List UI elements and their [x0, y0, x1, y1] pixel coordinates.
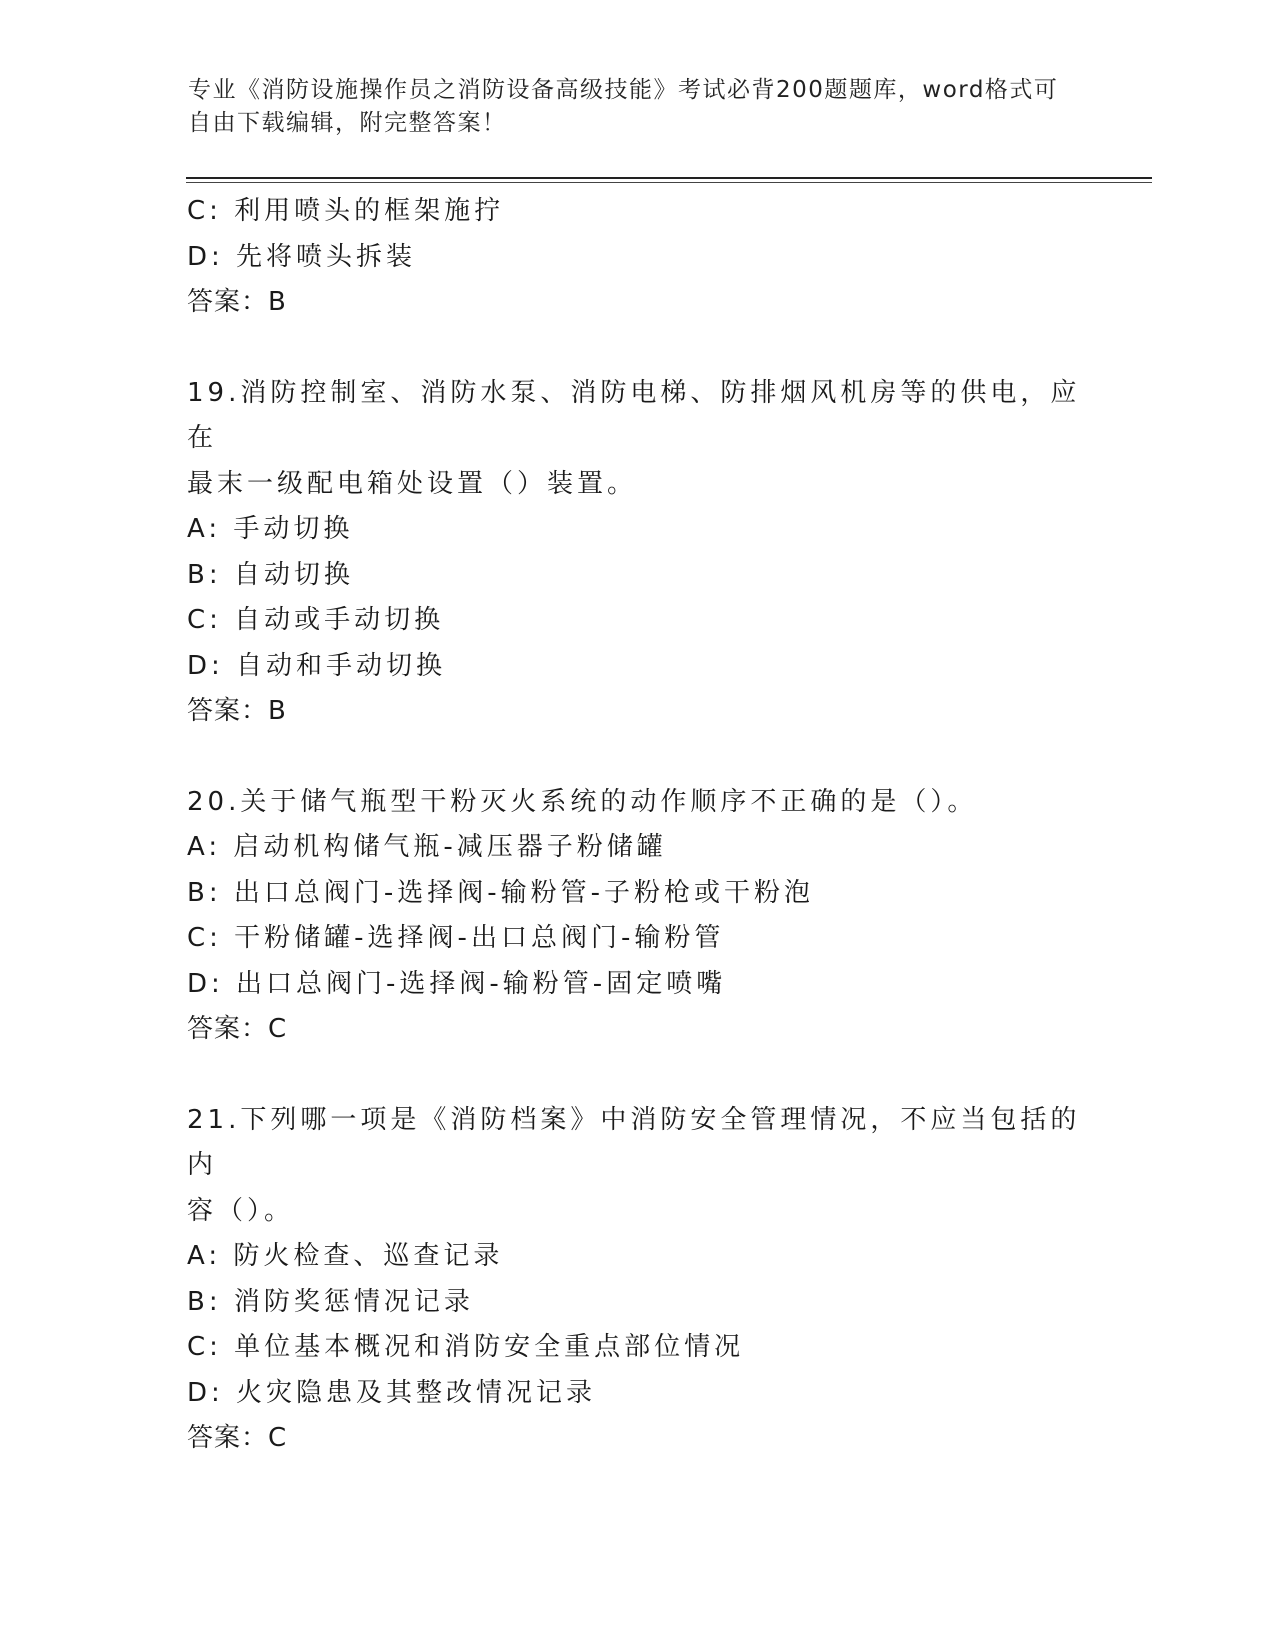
header-divider-thin	[186, 182, 1152, 183]
option-d: D: 自动和手动切换	[187, 650, 447, 681]
option-a: A: 手动切换	[187, 514, 354, 544]
answer-line: 答案：C	[187, 1014, 288, 1044]
question-21	[187, 1098, 1087, 1462]
option-a: A: 启动机构储气瓶-减压器子粉储罐	[187, 832, 667, 862]
question-stem	[187, 780, 1087, 826]
question-stem-line: 最末一级配电箱处设置（）装置。	[187, 468, 638, 499]
document-header	[188, 74, 1088, 140]
option-c: C: 自动或手动切换	[187, 605, 445, 635]
header-line-1: 专业《消防设施操作员之消防设备高级技能》考试必背200题题库，word格式可	[188, 77, 1059, 103]
option-d: D: 先将喷头拆装	[187, 241, 417, 272]
header-line-2: 自由下载编辑，附完整答案！	[188, 110, 507, 136]
question-18-remainder	[187, 189, 1087, 326]
question-list	[187, 189, 1087, 1462]
question-stem	[187, 371, 1087, 508]
option-a: A: 防火检查、巡查记录	[187, 1241, 504, 1271]
option-b: B: 消防奖惩情况记录	[187, 1286, 474, 1317]
option-c: C: 干粉储罐-选择阀-出口总阀门-输粉管	[187, 923, 725, 953]
question-stem-line: 20.关于储气瓶型干粉灭火系统的动作顺序不正确的是（）。	[187, 786, 978, 817]
question-19	[187, 371, 1087, 735]
option-d: D: 火灾隐患及其整改情况记录	[187, 1377, 597, 1408]
question-stem-line: 21.下列哪一项是《消防档案》中消防安全管理情况，不应当包括的内	[187, 1104, 1081, 1180]
option-c: C: 单位基本概况和消防安全重点部位情况	[187, 1332, 745, 1362]
option-c: C: 利用喷头的框架施拧	[187, 196, 505, 226]
answer-line: 答案：B	[187, 696, 287, 726]
header-divider-thick	[186, 177, 1152, 179]
question-stem-line: 19.消防控制室、消防水泵、消防电梯、防排烟风机房等的供电，应在	[187, 377, 1081, 453]
option-b: B: 自动切换	[187, 559, 354, 590]
answer-line: 答案：B	[187, 287, 287, 317]
question-20	[187, 780, 1087, 1053]
question-stem-line: 容（）。	[187, 1195, 295, 1226]
option-b: B: 出口总阀门-选择阀-输粉管-子粉枪或干粉泡	[187, 877, 815, 908]
question-stem	[187, 1098, 1087, 1235]
answer-line: 答案：C	[187, 1423, 288, 1453]
option-d: D: 出口总阀门-选择阀-输粉管-固定喷嘴	[187, 968, 727, 999]
